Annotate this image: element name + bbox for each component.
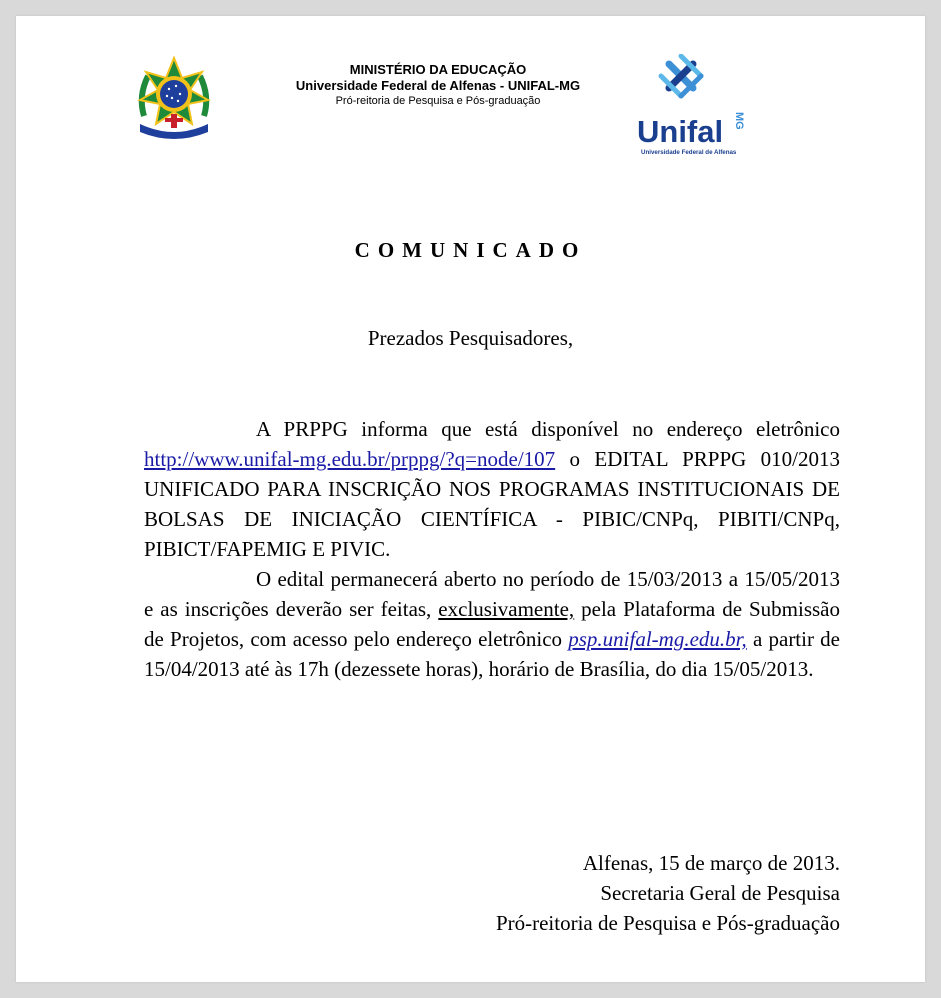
logo-wordmark: Unifal	[637, 114, 724, 149]
paragraph-1: A PRPPG informa que está disponível no endereço eletrônico http://www.unifal-mg.edu.br/prppg/?q=node/107 o EDITAL PRPPG 010/2013 UNIFICADO PARA INSCRIÇÃO NOS PROGRAMAS INSTITUCIONAIS DE BOLSAS DE INICIAÇÃO CIENTÍFICA - PIBIC/CNPq, PIBITI/CNPq, PIBICT/FAPEMIG E PIVIC.	[144, 417, 840, 561]
signature-place-date: Alfenas, 15 de março de 2013.	[582, 851, 840, 875]
signature-prorectorate: Pró-reitoria de Pesquisa e Pós-graduação	[495, 911, 840, 935]
edital-link[interactable]: http://www.unifal-mg.edu.br/prppg/?q=node/107	[144, 447, 556, 471]
unifal-logo-icon	[633, 54, 745, 158]
signature-department: Secretaria Geral de Pesquisa	[600, 881, 840, 905]
document-page	[16, 16, 925, 982]
document-header	[261, 62, 615, 108]
logo-tagline: Universidade Federal de Alfenas	[641, 149, 737, 156]
page-title: COMUNICADO	[354, 238, 587, 262]
ministry-name: MINISTÉRIO DA EDUCAÇÃO	[349, 62, 527, 77]
document-body	[144, 414, 840, 684]
signature-block	[496, 848, 840, 938]
university-name: Universidade Federal de Alfenas - UNIFAL-MG	[295, 78, 581, 93]
paragraph-2: O edital permanecerá aberto no período de 15/03/2013 a 15/05/2013 e as inscrições deverão ser feitas, exclusivamente, pela Plataforma de Submissão de Projetos, com acesso pelo endereço eletrônico psp.unifal-mg.edu.br, a partir de 15/04/2013 até às 17h (dezessete horas), horário de Brasília, do dia 15/05/2013.	[144, 567, 841, 681]
greeting: Prezados Pesquisadores,	[367, 326, 574, 350]
prorectorate-name: Pró-reitoria de Pesquisa e Pós-graduação	[335, 95, 541, 107]
logo-suffix: MG	[733, 112, 745, 130]
brazil-coat-of-arms-icon	[134, 56, 214, 140]
emphasis-exclusively: exclusivamente,	[438, 597, 575, 621]
submission-platform-link[interactable]: psp.unifal-mg.edu.br,	[568, 627, 747, 651]
